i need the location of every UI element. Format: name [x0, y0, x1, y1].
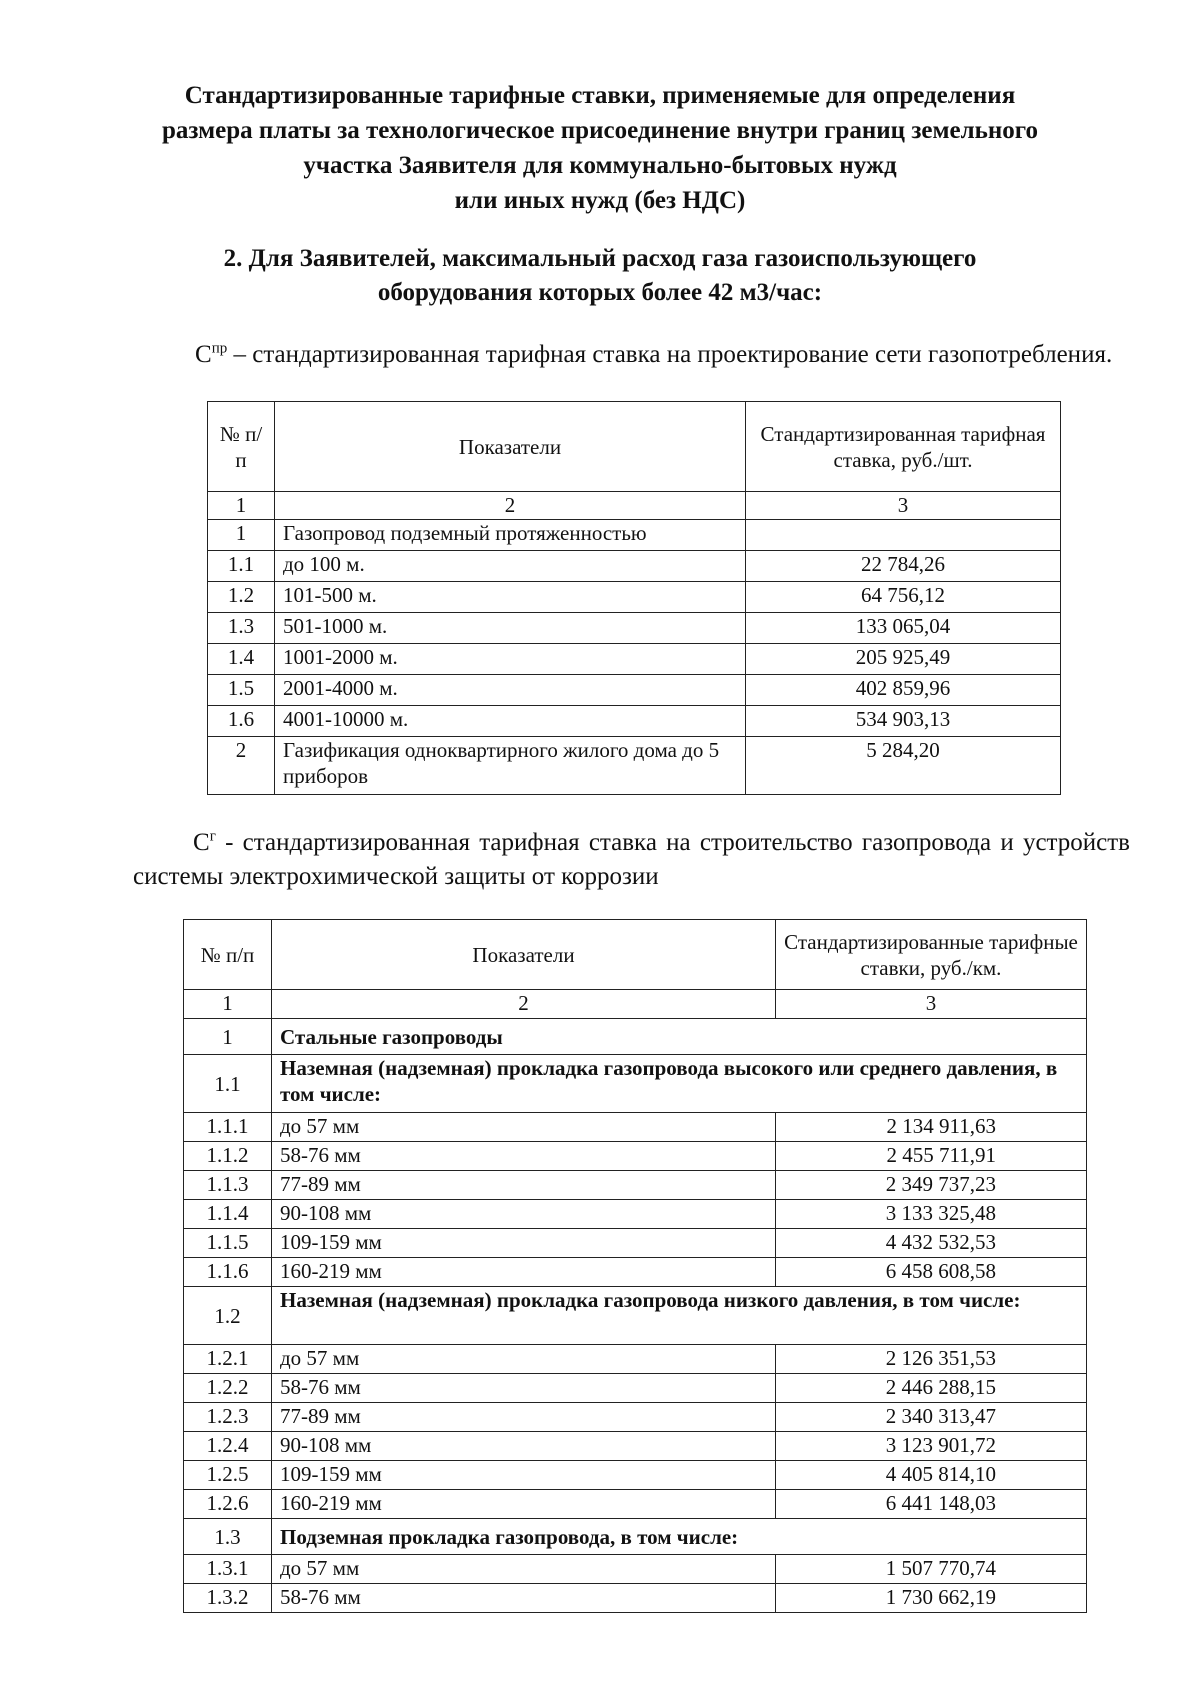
row-number: 1.1.3: [184, 1171, 272, 1200]
row-value: 4 405 814,10: [776, 1461, 1087, 1490]
subtitle-line: 2. Для Заявителей, максимальный расход газа газоиспользующего: [223, 245, 977, 272]
row-number: 1.2.3: [184, 1403, 272, 1432]
section-label: Подземная прокладка газопровода, в том числе:: [272, 1519, 1087, 1555]
row-value: 402 859,96: [746, 675, 1061, 706]
row-value: 4 432 532,53: [776, 1229, 1087, 1258]
row-number: 1.1.1: [184, 1113, 272, 1142]
title-line: участка Заявителя для коммунально-бытовых нужд: [303, 152, 897, 179]
row-value: [746, 520, 1061, 551]
row-label: 58-76 мм: [272, 1374, 776, 1403]
table-row: [184, 1374, 1087, 1403]
row-label: до 57 мм: [272, 1555, 776, 1584]
row-label: 101-500 м.: [275, 582, 746, 613]
table-row: [208, 675, 1061, 706]
row-number: 1.1: [184, 1055, 272, 1113]
column-number: 3: [746, 492, 1061, 520]
row-label: 501-1000 м.: [275, 613, 746, 644]
section-row: [184, 1519, 1087, 1555]
design-rate-table: [207, 401, 1061, 795]
row-value: 1 730 662,19: [776, 1584, 1087, 1613]
table-row: [208, 644, 1061, 675]
row-number: 1.6: [208, 706, 275, 737]
row-value: 133 065,04: [746, 613, 1061, 644]
row-number: 1.1: [208, 551, 275, 582]
row-number: 1.1.6: [184, 1258, 272, 1287]
row-number: 2: [208, 737, 275, 795]
row-label: Газопровод подземный протяженностью: [275, 520, 746, 551]
row-value: 2 349 737,23: [776, 1171, 1087, 1200]
column-numbers-row: [184, 990, 1087, 1019]
section-label: Наземная (надземная) прокладка газопровода низкого давления, в том числе:: [272, 1287, 1087, 1345]
row-value: 2 455 711,91: [776, 1142, 1087, 1171]
rate-superscript: пр: [211, 340, 228, 357]
row-value: 3 123 901,72: [776, 1432, 1087, 1461]
row-number: 1.2.5: [184, 1461, 272, 1490]
row-value: 2 134 911,63: [776, 1113, 1087, 1142]
row-label: 90-108 мм: [272, 1432, 776, 1461]
row-label: 1001-2000 м.: [275, 644, 746, 675]
table-row: [208, 582, 1061, 613]
row-number: 1.3.1: [184, 1555, 272, 1584]
row-value: 1 507 770,74: [776, 1555, 1087, 1584]
row-label: 4001-10000 м.: [275, 706, 746, 737]
table-row: [184, 1113, 1087, 1142]
row-value: 64 756,12: [746, 582, 1061, 613]
rate-description-text: - стандартизированная тарифная ставка на строительство газопровода и устройств системы электрохимической защиты от коррозии: [133, 829, 1130, 890]
row-number: 1.2.1: [184, 1345, 272, 1374]
header-number: № п/п: [208, 402, 275, 492]
row-number: 1.5: [208, 675, 275, 706]
row-value: 6 441 148,03: [776, 1490, 1087, 1519]
header-rate: Стандартизированные тарифные ставки, руб./км.: [776, 920, 1087, 990]
row-number: 1.3: [184, 1519, 272, 1555]
table-row: [184, 1432, 1087, 1461]
row-label: 77-89 мм: [272, 1171, 776, 1200]
table-row: [208, 706, 1061, 737]
row-label: 109-159 мм: [272, 1229, 776, 1258]
design-rate-description: [133, 338, 1130, 372]
row-number: 1.2.4: [184, 1432, 272, 1461]
column-number: 1: [184, 990, 272, 1019]
table-row: [184, 1229, 1087, 1258]
row-label: 160-219 мм: [272, 1490, 776, 1519]
row-label: до 100 м.: [275, 551, 746, 582]
row-label: 2001-4000 м.: [275, 675, 746, 706]
table-row: [208, 737, 1061, 795]
row-number: 1.4: [208, 644, 275, 675]
row-value: 2 446 288,15: [776, 1374, 1087, 1403]
rate-symbol: С: [193, 829, 210, 856]
header-indicators: Показатели: [272, 920, 776, 990]
row-number: 1.2: [208, 582, 275, 613]
row-value: 205 925,49: [746, 644, 1061, 675]
header-rate: Стандартизированная тарифная ставка, руб./шт.: [746, 402, 1061, 492]
rate-description-text: – стандартизированная тарифная ставка на проектирование сети газопотребления.: [227, 341, 1113, 368]
table-row: [208, 551, 1061, 582]
row-value: 6 458 608,58: [776, 1258, 1087, 1287]
section-label: Наземная (надземная) прокладка газопровода высокого или среднего давления, в том числе:: [272, 1055, 1087, 1113]
row-number: 1.1.5: [184, 1229, 272, 1258]
column-numbers-row: [208, 492, 1061, 520]
row-number: 1: [208, 520, 275, 551]
row-number: 1: [184, 1019, 272, 1055]
title-line: или иных нужд (без НДС): [454, 187, 746, 214]
row-label: до 57 мм: [272, 1113, 776, 1142]
document-title: [120, 78, 1080, 218]
row-label: Газификация одноквартирного жилого дома до 5 приборов: [275, 737, 746, 795]
row-number: 1.2.6: [184, 1490, 272, 1519]
table-row: [208, 613, 1061, 644]
row-label: 77-89 мм: [272, 1403, 776, 1432]
construction-rate-description: [133, 826, 1130, 894]
table-row: [184, 1258, 1087, 1287]
title-line: размера платы за технологическое присоединение внутри границ земельного: [162, 117, 1038, 144]
column-number: 2: [272, 990, 776, 1019]
table-row: [184, 1142, 1087, 1171]
row-number: 1.1.4: [184, 1200, 272, 1229]
column-number: 2: [275, 492, 746, 520]
header-number: № п/п: [184, 920, 272, 990]
row-value: 3 133 325,48: [776, 1200, 1087, 1229]
table-row: [184, 1403, 1087, 1432]
table-row: [184, 1555, 1087, 1584]
row-label: 58-76 мм: [272, 1584, 776, 1613]
title-line: Стандартизированные тарифные ставки, применяемые для определения: [184, 82, 1016, 109]
section-label: Стальные газопроводы: [272, 1019, 1087, 1055]
column-number: 1: [208, 492, 275, 520]
row-number: 1.2: [184, 1287, 272, 1345]
table-row: [184, 1490, 1087, 1519]
table-header-row: [208, 402, 1061, 492]
row-number: 1.1.2: [184, 1142, 272, 1171]
rate-superscript: г: [209, 828, 216, 845]
column-number: 3: [776, 990, 1087, 1019]
row-label: до 57 мм: [272, 1345, 776, 1374]
section-heading: [120, 242, 1080, 310]
row-number: 1.2.2: [184, 1374, 272, 1403]
table-header-row: [184, 920, 1087, 990]
table-row: [184, 1171, 1087, 1200]
row-label: 58-76 мм: [272, 1142, 776, 1171]
row-label: 160-219 мм: [272, 1258, 776, 1287]
table-row: [184, 1200, 1087, 1229]
section-row: [184, 1055, 1087, 1113]
section-row: [184, 1019, 1087, 1055]
row-label: 109-159 мм: [272, 1461, 776, 1490]
rate-symbol: С: [195, 341, 212, 368]
row-value: 2 126 351,53: [776, 1345, 1087, 1374]
header-indicators: Показатели: [275, 402, 746, 492]
row-value: 22 784,26: [746, 551, 1061, 582]
section-row: [184, 1287, 1087, 1345]
construction-rate-table: [183, 919, 1087, 1613]
table-row: [184, 1461, 1087, 1490]
table-row: [184, 1584, 1087, 1613]
row-value: 2 340 313,47: [776, 1403, 1087, 1432]
row-value: 5 284,20: [746, 737, 1061, 795]
row-number: 1.3.2: [184, 1584, 272, 1613]
subtitle-line: оборудования которых более 42 м3/час:: [377, 279, 823, 306]
row-number: 1.3: [208, 613, 275, 644]
row-label: 90-108 мм: [272, 1200, 776, 1229]
table-row: [184, 1345, 1087, 1374]
row-value: 534 903,13: [746, 706, 1061, 737]
table-row: [208, 520, 1061, 551]
